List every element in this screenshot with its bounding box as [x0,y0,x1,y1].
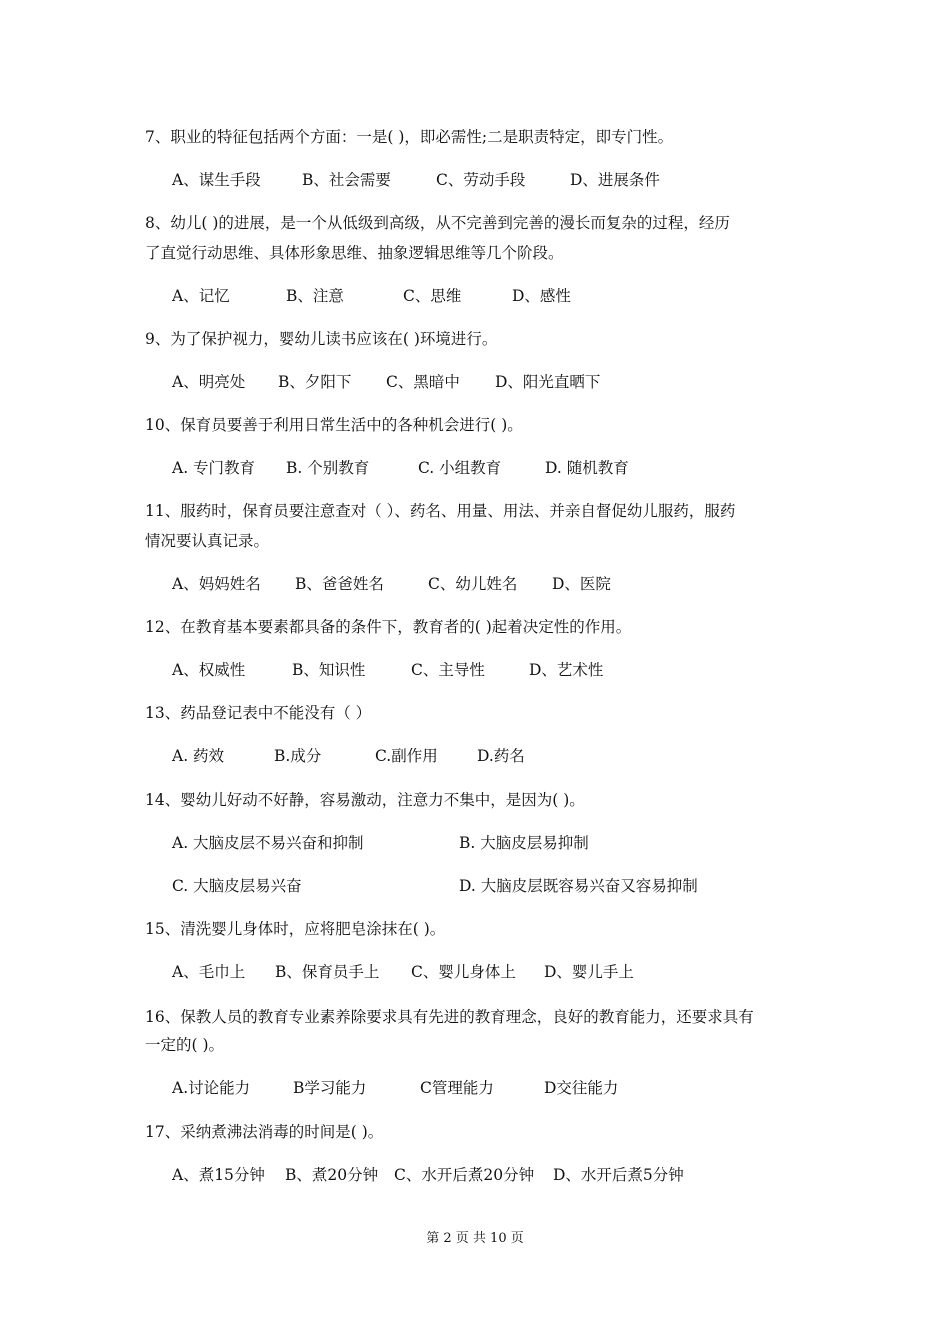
question-text-line: 了直觉行动思维、具体形象思维、抽象逻辑思维等几个阶段。 [145,244,564,262]
page-footer: 第 2 页 共 10 页 [426,1231,524,1246]
answer-option: D、艺术性 [529,661,604,679]
answer-option: B、知识性 [292,661,366,679]
answer-option: C、黑暗中 [386,373,460,391]
answer-option: B、注意 [286,287,344,305]
answer-option: B、煮20分钟 [285,1166,379,1184]
answer-option: C. 小组教育 [418,459,502,477]
question-text-line: 11、服药时，保育员要注意查对（ ）、药名、用量、用法、并亲自督促幼儿服药，服药 [145,502,736,520]
answer-option: B、保育员手上 [275,963,380,981]
question-text-line: 16、保教人员的教育专业素养除要求具有先进的教育理念，良好的教育能力，还要求具有 [145,1008,754,1026]
answer-option: C. 大脑皮层易兴奋 [172,877,302,895]
answer-option: C、幼儿姓名 [428,575,518,593]
answer-option: D交往能力 [544,1079,619,1097]
answer-option: C.副作用 [375,747,438,765]
answer-option: A.讨论能力 [172,1079,251,1097]
answer-option: A、煮15分钟 [172,1166,265,1184]
question-text-line: 一定的( )。 [145,1036,225,1054]
answer-option: A. 药效 [172,747,225,765]
question-text-line: 10、保育员要善于利用日常生活中的各种机会进行( )。 [145,416,523,434]
answer-option: D、阳光直晒下 [495,373,601,391]
question-text-line: 17、采纳煮沸法消毒的时间是( )。 [145,1123,384,1141]
answer-option: A、毛巾上 [172,963,246,981]
answer-option: A、谋生手段 [172,171,261,189]
answer-option: B、爸爸姓名 [295,575,384,593]
answer-option: B学习能力 [293,1079,367,1097]
question-text-line: 15、清洗婴儿身体时，应将肥皂涂抹在( )。 [145,920,446,938]
answer-option: A. 专门教育 [172,459,256,477]
answer-option: C、主导性 [411,661,485,679]
question-text-line: 13、药品登记表中不能没有（ ） [145,704,372,722]
answer-option: D、婴儿手上 [544,963,634,981]
answer-option: B. 个别教育 [286,459,370,477]
answer-option: C、劳动手段 [436,171,526,189]
answer-option: B.成分 [274,747,322,765]
answer-option: D. 大脑皮层既容易兴奋又容易抑制 [459,877,698,895]
answer-option: D、进展条件 [570,171,660,189]
answer-option: C、婴儿身体上 [411,963,516,981]
question-text-line: 14、婴幼儿好动不好静，容易激动，注意力不集中，是因为( )。 [145,791,585,809]
answer-option: A、妈妈姓名 [172,575,261,593]
answer-option: D、医院 [552,575,611,593]
answer-option: A、明亮处 [172,373,246,391]
answer-option: C、思维 [403,287,462,305]
question-text-line: 8、幼儿( )的进展，是一个从低级到高级，从不完善到完善的漫长而复杂的过程，经历 [145,214,730,232]
answer-option: D、水开后煮5分钟 [553,1166,684,1184]
answer-option: B、夕阳下 [278,373,352,391]
answer-option: A、权威性 [172,661,246,679]
answer-option: B. 大脑皮层易抑制 [459,834,589,852]
question-text-line: 12、在教育基本要素都具备的条件下，教育者的( )起着决定性的作用。 [145,618,632,636]
answer-option: C管理能力 [420,1079,494,1097]
answer-option: A. 大脑皮层不易兴奋和抑制 [172,834,364,852]
question-text-line: 7、职业的特征包括两个方面：一是( )，即必需性;二是职责特定，即专门性。 [145,128,674,146]
answer-option: D.药名 [477,747,525,765]
question-text-line: 9、为了保护视力，婴幼儿读书应该在( )环境进行。 [145,330,498,348]
answer-option: C、水开后煮20分钟 [394,1166,535,1184]
question-text-line: 情况要认真记录。 [145,532,270,550]
answer-option: D. 随机教育 [545,459,629,477]
answer-option: B、社会需要 [302,171,391,189]
answer-option: A、记忆 [172,287,230,305]
answer-option: D、感性 [512,287,571,305]
